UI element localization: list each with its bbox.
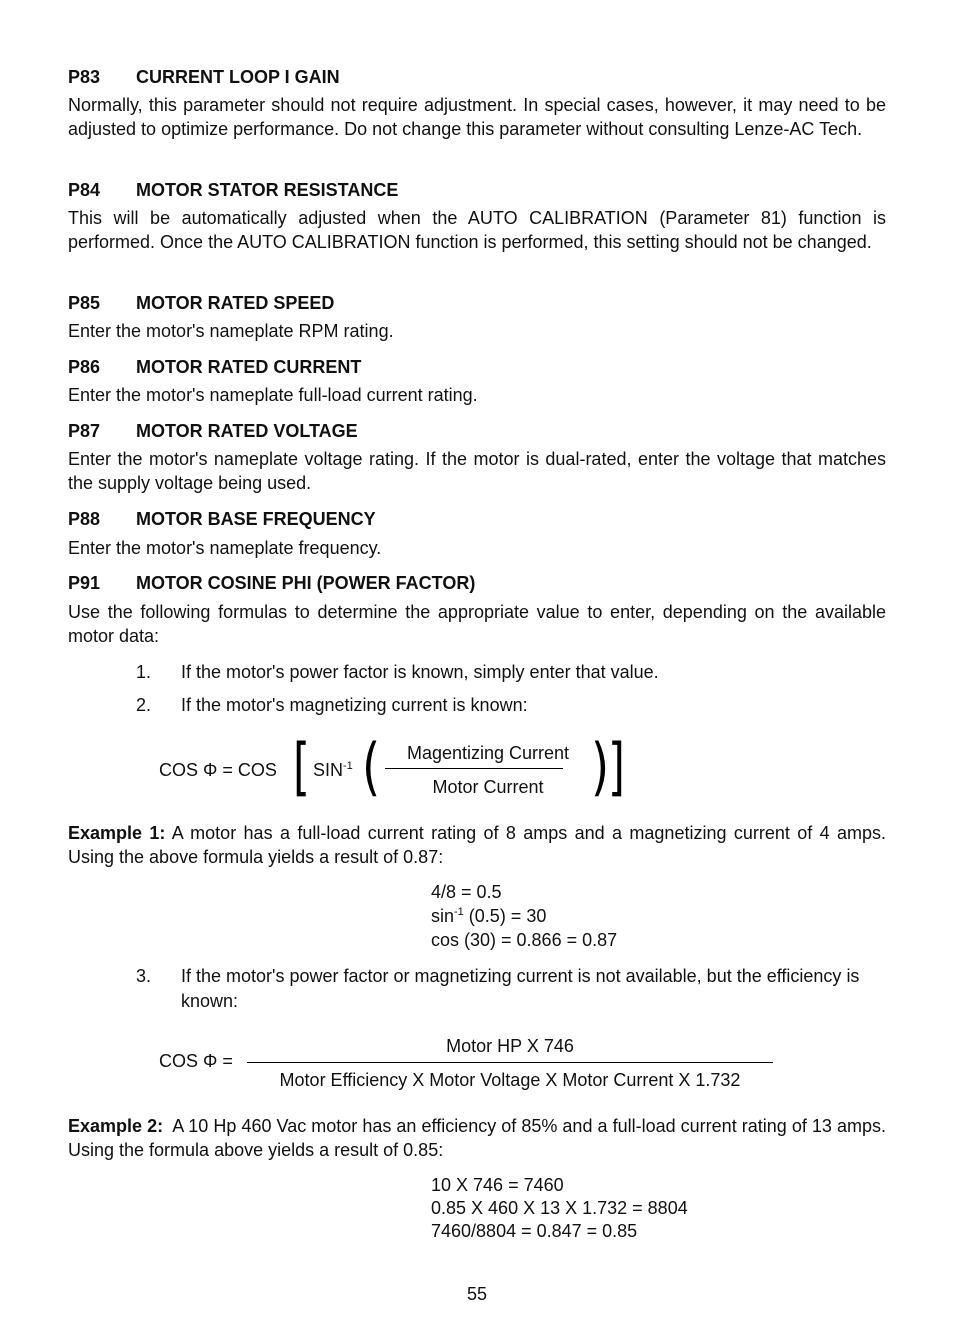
parameter-title: MOTOR COSINE PHI (POWER FACTOR) [136,573,476,593]
inverse-superscript: -1 [343,760,353,772]
fraction-denominator: Motor Efficiency X Motor Voltage X Motor Current X 1.732 [279,1070,741,1090]
section-heading-p88 [68,508,376,530]
section-body-p85: Enter the motor's nameplate RPM rating. [68,321,394,341]
example-1-paragraph [68,821,886,870]
parameter-title: MOTOR STATOR RESISTANCE [136,180,399,200]
list-item-number: 2. [136,695,152,715]
parameter-code: P84 [68,180,101,200]
fraction-line [247,1062,773,1063]
example-label: Example 1: [68,823,166,843]
parameter-title: MOTOR RATED SPEED [136,293,335,313]
calc-sin-arg: (0.5) = 30 [463,906,547,926]
section-heading-p87 [68,420,358,442]
parameter-code: P91 [68,573,101,593]
calc-line: cos (30) = 0.866 = 0.87 [431,930,618,950]
section-body-p88: Enter the motor's nameplate frequency. [68,538,382,558]
parameter-title: MOTOR RATED CURRENT [136,357,362,377]
section-body-p87: Enter the motor's nameplate voltage rating. If the motor is dual-rated, enter the voltage that matches the supply voltage being used. [68,449,886,494]
parameter-code: P87 [68,421,101,441]
calc-line: 10 X 746 = 7460 [431,1175,564,1195]
parameter-title: MOTOR BASE FREQUENCY [136,509,376,529]
section-heading-p91 [68,572,475,594]
parameter-code: P86 [68,357,101,377]
right-paren: ) [591,730,610,803]
sin-label: SIN [313,760,344,780]
example-text: A 10 Hp 460 Vac motor has an efficiency of 85% and a full-load current rating of 13 amps. Using the formula above yields a result of 0.85: [68,1116,892,1161]
calc-line: 4/8 = 0.5 [431,882,502,902]
list-item-text: If the motor's power factor is known, simply enter that value. [181,662,659,682]
list-item-number: 1. [136,662,152,682]
section-heading-p83 [68,66,340,88]
page-number: 55 [466,1284,488,1304]
fraction-numerator: Magentizing Current [406,743,570,763]
example-text: A motor has a full-load current rating of 8 amps and a magnetizing current of 4 amps. Using the above formula yields a result of 0.87: [68,823,886,868]
fraction-numerator: Motor HP X 746 [446,1036,574,1056]
formula-sin-term [313,758,353,782]
section-body-p91: Use the following formulas to determine the appropriate value to enter, depending on the available motor data: [68,602,886,647]
section-body-p84: This will be automatically adjusted when the AUTO CALIBRATION (Parameter 81) function is performed. Once the AUTO CALIBRATION function is performed, this setting should not be changed. [68,208,886,253]
formula-lhs: COS Φ = [159,1051,233,1071]
parameter-code: P88 [68,509,101,529]
inverse-superscript: -1 [454,906,464,918]
parameter-code: P83 [68,67,101,87]
fraction-line [385,768,563,769]
example-2-paragraph [68,1114,892,1163]
section-heading-p85 [68,292,334,314]
calc-line: 0.85 X 460 X 13 X 1.732 = 8804 [431,1198,688,1218]
calc-sin: sin [431,906,455,926]
left-bracket: [ [293,730,310,803]
example-label: Example 2: [68,1116,164,1136]
section-body-p83: Normally, this parameter should not require adjustment. In special cases, however, it may need to be adjusted to optimize performance. Do not change this parameter without consulting Lenze-AC Tech. [68,95,886,140]
list-item-number: 3. [136,966,152,986]
calc-line [431,904,546,928]
calc-line: 7460/8804 = 0.847 = 0.85 [431,1221,638,1241]
section-body-p86: Enter the motor's nameplate full-load current rating. [68,385,478,405]
list-item-text: If the motor's power factor or magnetizing current is not available, but the efficiency is known: [181,966,860,1011]
right-bracket: ] [608,730,625,803]
fraction-denominator: Motor Current [432,777,544,797]
formula-lhs: COS Φ = COS [159,760,277,780]
section-heading-p86 [68,356,361,378]
left-paren: ( [362,730,381,803]
parameter-code: P85 [68,293,101,313]
parameter-title: MOTOR RATED VOLTAGE [136,421,358,441]
parameter-title: CURRENT LOOP I GAIN [136,67,340,87]
list-item-text: If the motor's magnetizing current is known: [181,695,528,715]
section-heading-p84 [68,179,398,201]
